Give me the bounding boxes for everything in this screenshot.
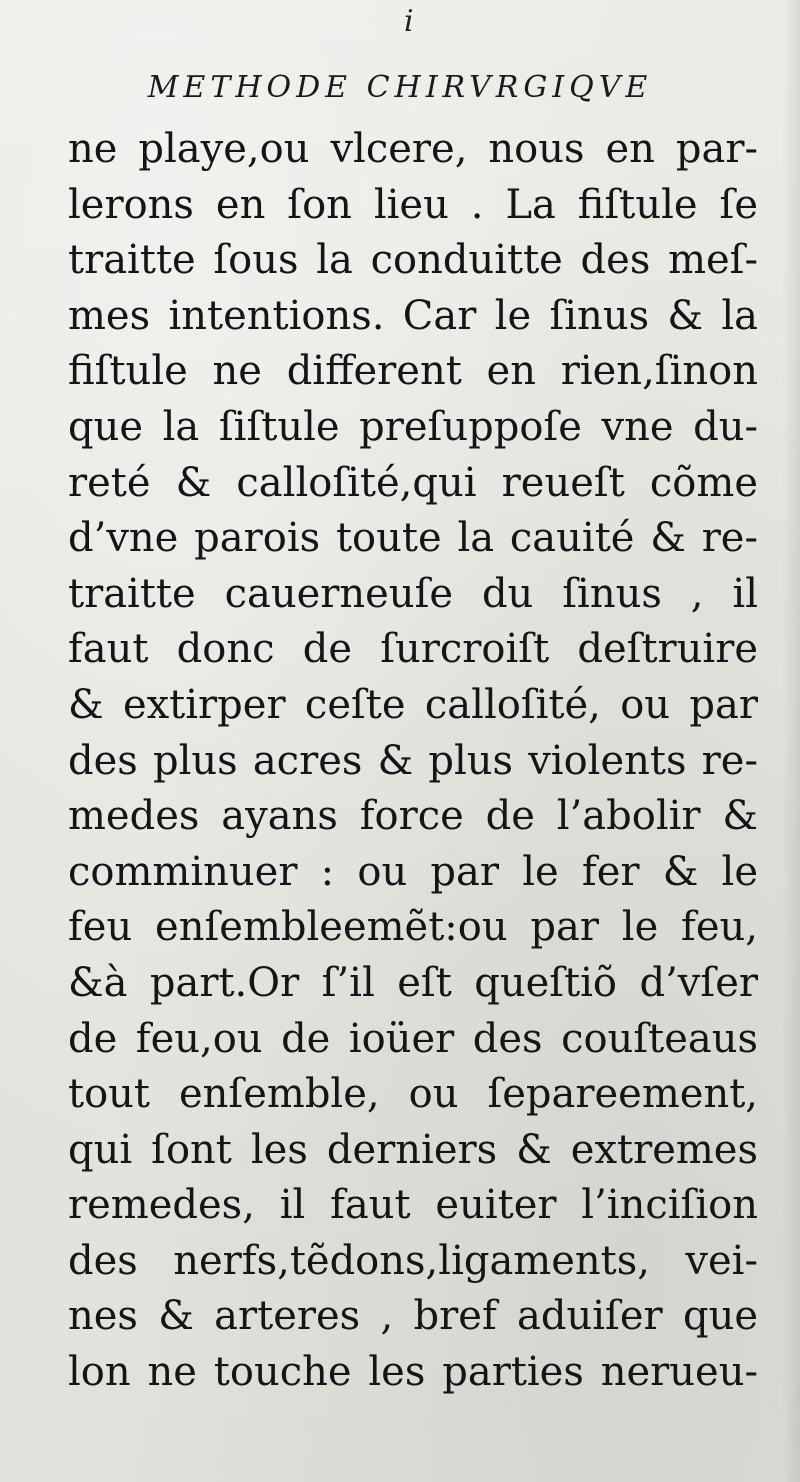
text-line: medes ayans force de l’abolir & bbox=[68, 793, 758, 840]
text-line: que la ſiſtule preſuppoſe vne du- bbox=[68, 403, 758, 450]
text-line: lon ne touche les parties nerueu- bbox=[68, 1349, 758, 1396]
text-line: d’vne parois toute la cauité & re- bbox=[68, 515, 758, 562]
text-line: ne playe,ou vlcere, nous en par- bbox=[68, 126, 758, 172]
text-line: reté & calloſité,qui reueſt cõme bbox=[68, 459, 758, 506]
running-head: METHODE CHIRVRGIQVE bbox=[147, 70, 653, 105]
text-line: faut donc de ſurcroiſt deſtruire bbox=[68, 626, 758, 673]
text-line: lerons en ſon lieu . La fiſtule ſe bbox=[68, 181, 758, 228]
text-line: de feu,ou de ioüer des couſteaus bbox=[68, 1015, 758, 1062]
text-line: &à part.Or ſ’il eſt queſtiõ d’vſer bbox=[68, 959, 758, 1006]
text-line: nes & arteres , bref aduiſer que bbox=[68, 1293, 758, 1340]
text-line: & extirper ceſte calloſité, ou par bbox=[68, 681, 758, 728]
text-line: fiſtule ne different en rien,ſinon bbox=[68, 348, 758, 395]
text-line: qui ſont les derniers & extremes bbox=[68, 1126, 758, 1173]
text-line: traitte ſous la conduitte des meſ- bbox=[68, 237, 758, 284]
text-line: traitte cauerneuſe du ſinus , il bbox=[68, 570, 758, 617]
text-line: tout enſemble, ou ſepareement, bbox=[68, 1071, 758, 1118]
text-line: comminuer : ou par le fer & le bbox=[68, 848, 758, 895]
text-line: des nerfs,tẽdons,ligaments, vei- bbox=[68, 1237, 758, 1284]
text-line: des plus acres & plus violents re- bbox=[68, 737, 758, 784]
text-line: mes intentions. Car le ſinus & la bbox=[68, 292, 758, 339]
page-edge-shadow bbox=[782, 0, 800, 1482]
page-mark: i bbox=[404, 4, 414, 39]
text-line: remedes, il faut euiter l’inciſion bbox=[68, 1182, 758, 1229]
body-text bbox=[68, 122, 758, 1401]
text-line: feu enſembleemẽt:ou par le feu, bbox=[68, 904, 758, 951]
